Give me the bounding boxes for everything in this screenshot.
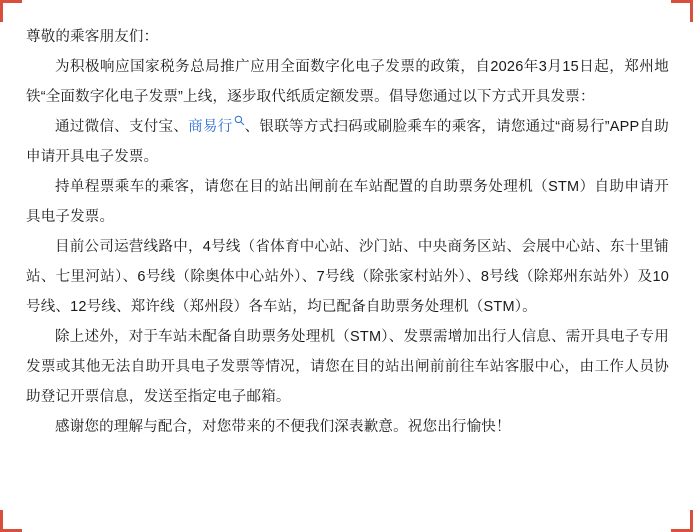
corner-decoration-bottom-right [671,510,693,532]
search-icon[interactable] [234,115,245,126]
corner-decoration-bottom-left [0,510,22,532]
notice-body [26,22,669,518]
shangyixing-link[interactable]: 商易行 [188,119,233,135]
salutation-text: 尊敬的乘客朋友们： [26,29,159,45]
paragraph-payment-channels [26,112,669,172]
paragraph-stm-stations: 目前公司运营线路中，4号线（省体育中心站、沙门站、中央商务区站、会展中心站、东十里铺站、七里河站）、6号线（除奥体中心站外）、7号线（除张家村站外）、8号线（除郑州东站外）及10号线、12号线、郑许线（郑州段）各车站，均已配备自助票务处理机（STM）。 [26,239,669,315]
corner-decoration-top-left [0,0,22,22]
channel-prefix-text: 通过微信、支付宝、 [55,119,189,135]
paragraph-service-center: 除上述外，对于车站未配备自助票务处理机（STM）、发票需增加出行人信息、需开具电子专用发票或其他无法自助开具电子发票等情况，请您在目的站出闸前前往车站客服中心，由工作人员协助登记开票信息，发送至指定电子邮箱。 [26,329,669,405]
channel-suffix-text: 、银联等方式扫码或刷脸乘车的乘客，请您通过“商易行”APP自助申请开具电子发票。 [26,119,669,165]
paragraph-policy: 为积极响应国家税务总局推广应用全面数字化电子发票的政策，自2026年3月15日起，郑州地铁“全面数字化电子发票”上线，逐步取代纸质定额发票。倡导您通过以下方式开具发票： [26,59,669,105]
paragraph-single-ticket: 持单程票乘车的乘客，请您在目的站出闸前在车站配置的自助票务处理机（STM）自助申请开具电子发票。 [26,179,669,225]
paragraph-closing: 感谢您的理解与配合，对您带来的不便我们深表歉意。祝您出行愉快！ [55,419,511,435]
corner-decoration-top-right [671,0,693,22]
